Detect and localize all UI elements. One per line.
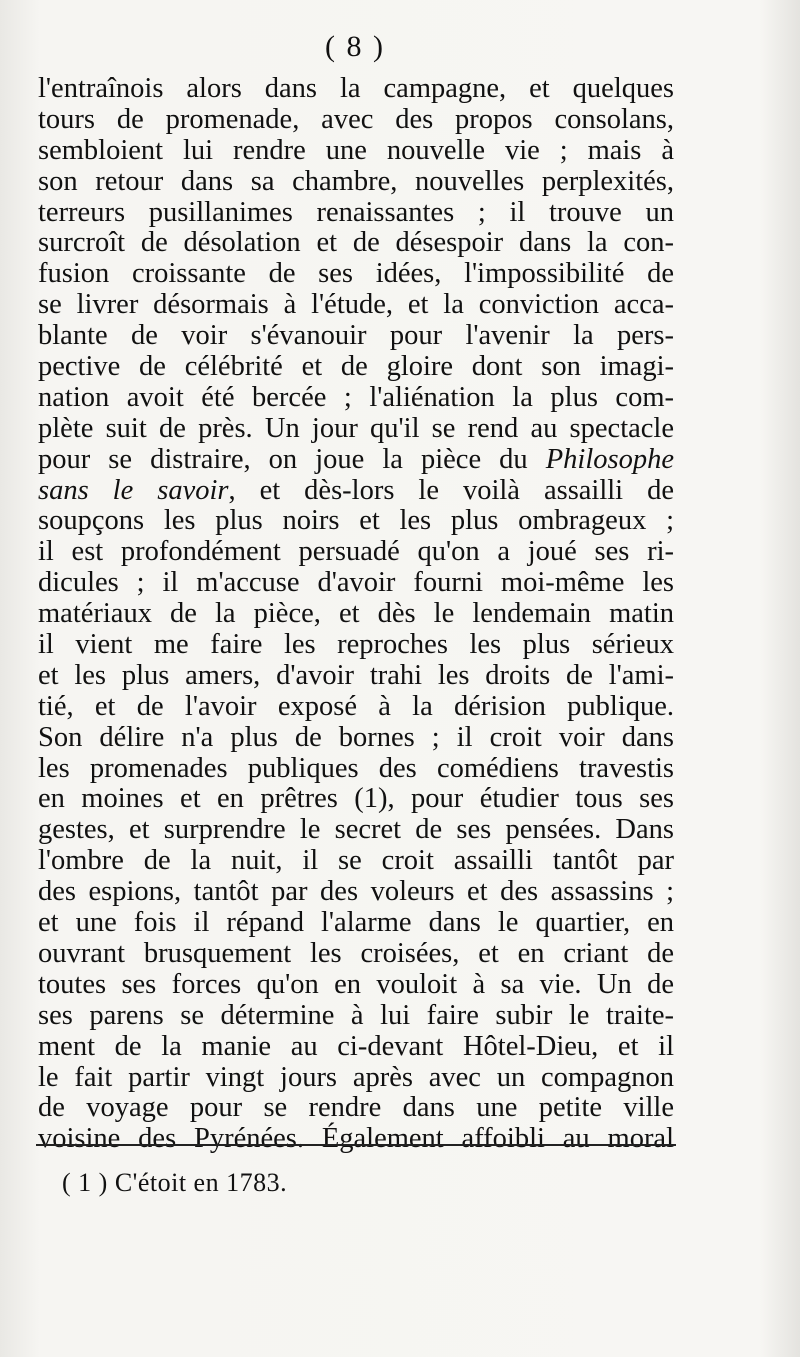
text-line: tié, et de l'avoir exposé à la dérision publique. [38, 690, 674, 722]
text-line: en moines et en prêtres (1), pour étudier tous ses [38, 783, 674, 815]
text-fragment: pour se distraire, on joue la pièce du [38, 443, 546, 475]
text-line: le fait partir vingt jours après avec un compagnon [38, 1061, 674, 1093]
text-line: l'ombre de la nuit, il se croit assailli tantôt par [38, 845, 674, 877]
text-line: nation avoit été bercée ; l'aliénation la plus com- [38, 381, 674, 413]
text-line: et les plus amers, d'avoir trahi les droits de l'ami- [38, 659, 674, 691]
text-fragment: , et dès-lors le voilà assailli de [228, 474, 674, 506]
text-line: surcroît de désolation et de désespoir dans la con- [38, 227, 674, 259]
footnote: ( 1 ) C'étoit en 1783. [62, 1168, 288, 1197]
body-text [38, 74, 674, 1155]
text-line: fusion croissante de ses idées, l'impossibilité de [38, 258, 674, 290]
text-line: ment de la manie au ci-devant Hôtel-Dieu, et il [38, 1030, 674, 1062]
text-line: ouvrant brusquement les croisées, et en criant de [38, 937, 674, 969]
text-line: et une fois il répand l'alarme dans le quartier, en [38, 907, 674, 939]
text-line: terreurs pusillanimes renaissantes ; il trouve un [38, 196, 674, 228]
text-line: Son délire n'a plus de bornes ; il croit voir dans [38, 721, 674, 753]
text-line: de voyage pour se rendre dans une petite ville [38, 1092, 674, 1124]
text-line: des espions, tantôt par des voleurs et des assassins ; [38, 876, 674, 908]
text-line: l'entraînois alors dans la campagne, et quelques [38, 73, 674, 104]
text-line: les promenades publiques des comédiens travestis [38, 752, 674, 784]
text-line: tours de promenade, avec des propos consolans, [38, 103, 674, 135]
text-line: gestes, et surprendre le secret de ses pensées. Dans [38, 814, 674, 846]
text-line: se livrer désormais à l'étude, et la conviction acca- [38, 289, 674, 321]
text-line: il vient me faire les reproches les plus sérieux [38, 629, 674, 661]
page-number: ( 8 ) [325, 30, 385, 63]
text-line: il est profondément persuadé qu'on a joué ses ri- [38, 536, 674, 568]
text-line: son retour dans sa chambre, nouvelles perplexités, [38, 165, 674, 197]
text-line: voisine des Pyrénées. Également affoibli au moral [38, 1123, 674, 1155]
text-line: ses parens se détermine à lui faire subir le traite- [38, 999, 674, 1031]
text-line: matériaux de la pièce, et dès le lendemain matin [38, 598, 674, 630]
play-title-part-1: Philosophe [545, 443, 674, 475]
text-line: sembloient lui rendre une nouvelle vie ; mais à [38, 134, 674, 166]
text-line: dicules ; il m'accuse d'avoir fourni moi-même les [38, 567, 674, 599]
footnote-divider [36, 1144, 676, 1146]
text-line: soupçons les plus noirs et les plus ombrageux ; [38, 505, 674, 537]
text-line: plète suit de près. Un jour qu'il se rend au spectacle [38, 412, 674, 444]
text-line: blante de voir s'évanouir pour l'avenir la pers- [38, 320, 674, 352]
text-line-with-title [38, 476, 674, 507]
text-line-with-title [38, 445, 674, 476]
text-line: pective de célébrité et de gloire dont son imagi- [38, 351, 674, 383]
play-title-part-2: sans le savoir [38, 474, 229, 506]
text-line: toutes ses forces qu'on en vouloit à sa vie. Un de [38, 968, 674, 1000]
